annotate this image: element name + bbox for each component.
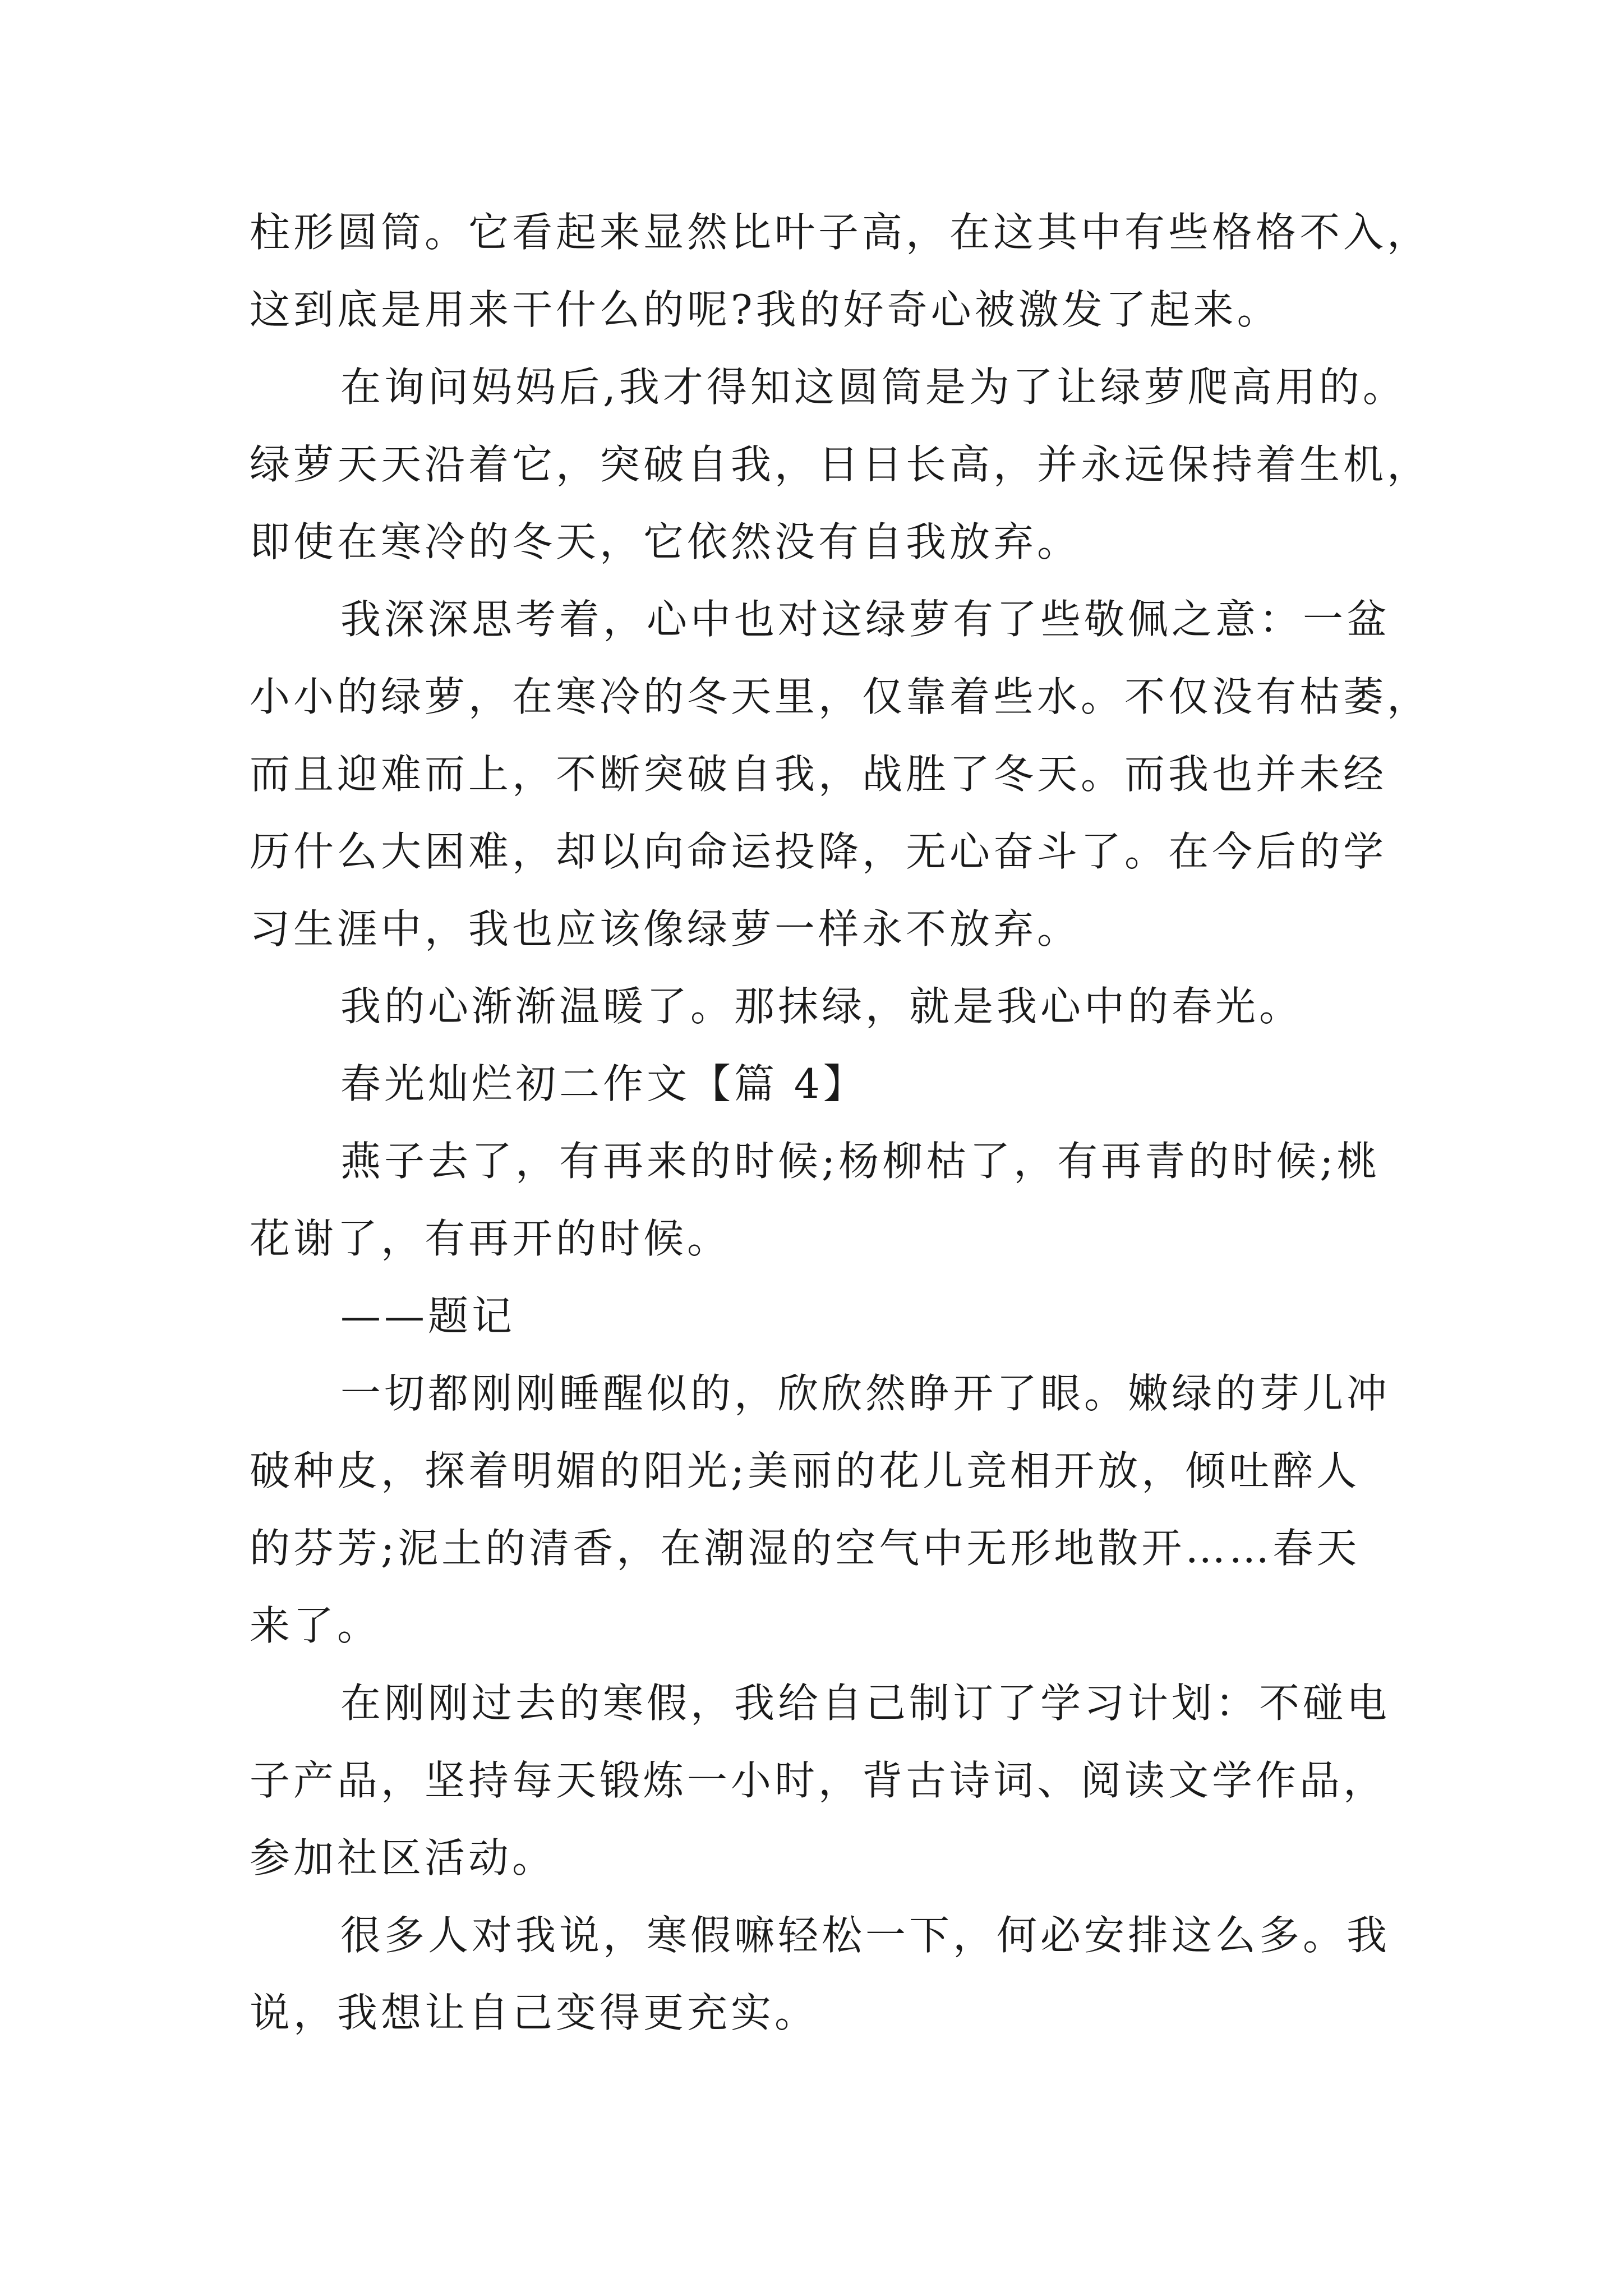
section-heading — [250, 1045, 1433, 1122]
paragraph-4 — [250, 968, 1433, 1045]
text-line: 在刚刚过去的寒假，我给自己制订了学习计划：不碰电 — [340, 1680, 1391, 1727]
text-line: 说，我想让自己变得更充实。 — [250, 1989, 819, 2036]
text-line: 我的心渐渐温暖了。那抹绿，就是我心中的春光。 — [340, 983, 1303, 1030]
text-line: 在询问妈妈后,我才得知这圆筒是为了让绿萝爬高用的。 — [340, 364, 1407, 411]
text-line: 一切都刚刚睡醒似的，欣欣然睁开了眼。嫩绿的芽儿冲 — [340, 1370, 1391, 1417]
text-line: 柱形圆筒。它看起来显然比叶子高，在这其中有些格格不入， — [250, 209, 1431, 256]
text-line: 这到底是用来干什么的呢?我的好奇心被激发了起来。 — [250, 286, 1281, 333]
text-line: 的芬芳;泥土的清香，在潮湿的空气中无形地散开……春天 — [250, 1525, 1361, 1572]
text-line: 即使在寒冷的冬天，它依然没有自我放弃。 — [250, 518, 1081, 565]
paragraph-2 — [250, 348, 1433, 581]
text-line: 而且迎难而上，不断突破自我，战胜了冬天。而我也并未经 — [250, 751, 1387, 798]
text-line: 绿萝天天沿着它，突破自我，日日长高，并永远保持着生机， — [250, 441, 1431, 488]
text-line: 子产品，坚持每天锻炼一小时，背古诗词、阅读文学作品， — [250, 1757, 1387, 1804]
text-line: 习生涯中，我也应该像绿萝一样永不放弃。 — [250, 905, 1081, 953]
epigraph-attribution — [250, 1277, 1433, 1355]
text-line: 破种皮，探着明媚的阳光;美丽的花儿竞相开放，倾吐醉人 — [250, 1447, 1361, 1494]
section-heading-text: 春光灿烂初二作文【篇 4】 — [340, 1060, 867, 1107]
paragraph-1 — [250, 194, 1433, 348]
paragraph-10 — [250, 1897, 1433, 2051]
paragraph-6 — [250, 1122, 1433, 1277]
text-line: 来了。 — [250, 1602, 381, 1649]
text-line: 很多人对我说，寒假嘛轻松一下，何必安排这么多。我 — [340, 1912, 1391, 1959]
paragraph-8 — [250, 1355, 1433, 1664]
text-line: 燕子去了，有再来的时候;杨柳枯了，有再青的时候;桃 — [340, 1138, 1381, 1185]
text-line: 小小的绿萝，在寒冷的冬天里，仅靠着些水。不仅没有枯萎， — [250, 673, 1431, 720]
text-line: 历什么大困难，却以向命运投降，无心奋斗了。在今后的学 — [250, 828, 1387, 875]
epigraph-text: ——题记 — [340, 1292, 516, 1340]
text-line: 参加社区活动。 — [250, 1834, 556, 1881]
paragraph-9 — [250, 1664, 1433, 1897]
paragraph-3 — [250, 581, 1433, 968]
text-line: 我深深思考着，心中也对这绿萝有了些敬佩之意：一盆 — [340, 596, 1391, 643]
document-body — [250, 194, 1433, 2051]
text-line: 花谢了，有再开的时候。 — [250, 1215, 731, 1262]
